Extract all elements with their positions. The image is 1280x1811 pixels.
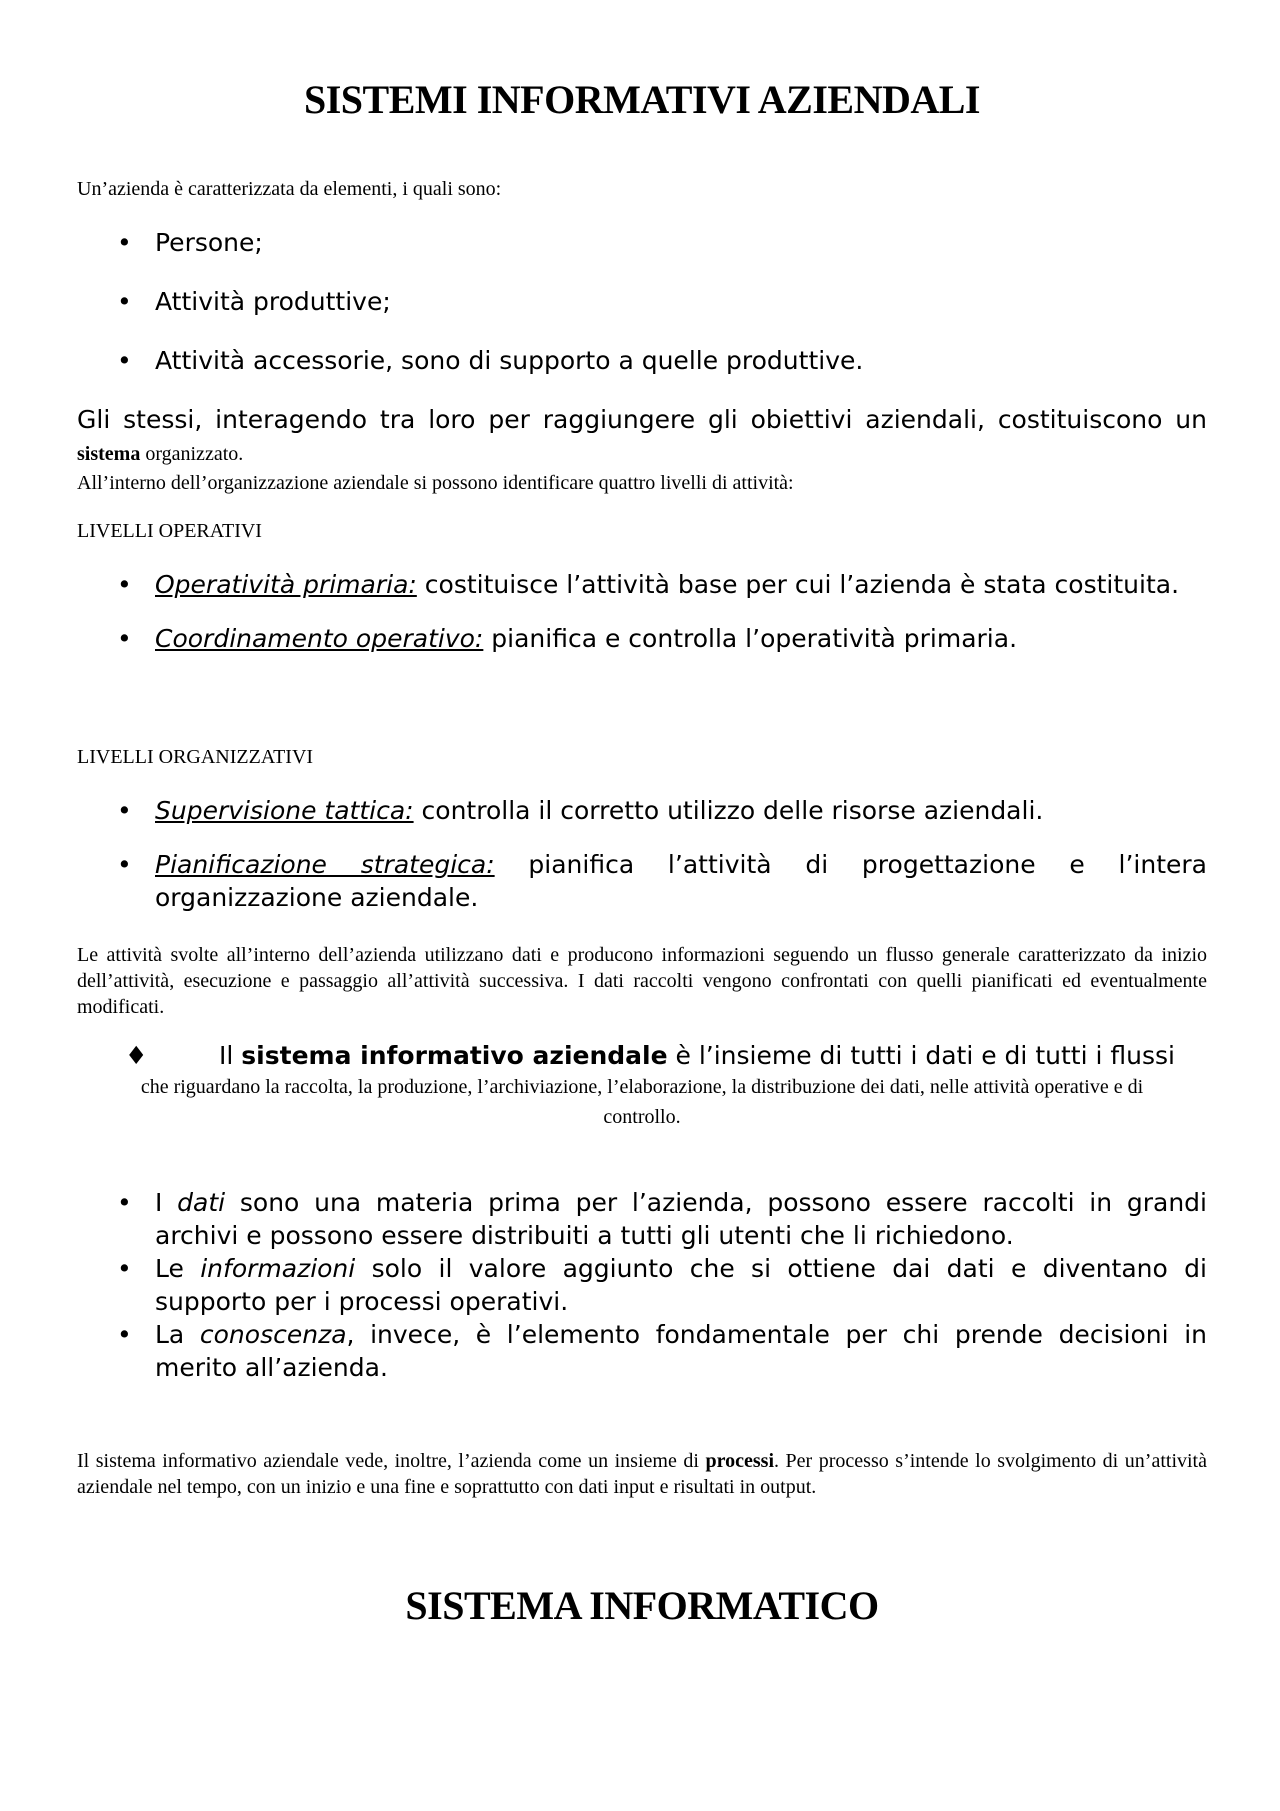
intro-text: Un’azienda è caratterizzata da elementi, i quali sono: [77,178,502,200]
list-item: • Persone; [117,228,263,257]
bullet-icon: • [117,1254,132,1283]
process-paragraph: Il sistema informativo aziendale vede, inoltre, l’azienda come un insieme di processi. Per processo s’intende lo svolgimento di un’attività aziendale nel tempo, con un inizio e una fine e soprattutto con dati input e risultati in output. [77,1450,1207,1498]
list-item: • Operatività primaria: costituisce l’attività base per cui l’azienda è stata costituita. [117,570,1180,599]
diamond-bullet-icon: ♦ [125,1041,148,1070]
list-item: • Supervisione tattica: controlla il corretto utilizzo delle risorse aziendali. [117,796,1044,825]
organizational-heading: LIVELLI ORGANIZZATIVI [77,746,314,768]
bullet-icon: • [117,796,132,825]
bullet-icon: • [117,346,132,375]
definition-text: ♦ Il sistema informativo aziendale è l’insieme di tutti i dati e di tutti i flussi [125,1041,1175,1070]
bullet-icon: • [117,850,132,879]
bullet-icon: • [117,1188,132,1217]
list-item: • Attività produttive; [117,287,391,316]
list-item: • Coordinamento operativo: pianifica e controlla l’operatività primaria. [117,624,1018,653]
list-item: • I dati sono una materia prima per l’azienda, possono essere raccolti in grandi archivi e possono essere distribuiti a tutti gli utenti che li richiedono. [117,1188,1207,1250]
list-item: • Le informazioni solo il valore aggiunto che si ottiene dai dati e diventano di supporto per i processi operativi. [117,1254,1207,1316]
bullet-icon: • [117,624,132,653]
concepts-list [77,1186,1207,1384]
operative-list [77,568,1207,655]
definition-continuation: che riguardano la raccolta, la produzione, l’archiviazione, l’elaborazione, la distribuzione dei dati, nelle attività operative e di controllo. [140,1076,1144,1128]
bullet-icon: • [117,228,132,257]
section-title: SISTEMA INFORMATICO [405,1583,879,1628]
levels-intro: All’interno dell’organizzazione aziendale si possono identificare quattro livelli di attività: [77,472,794,494]
system-paragraph: Gli stessi, interagendo tra loro per raggiungere gli obiettivi aziendali, costituiscono un sistema organizzato. [77,405,1207,465]
bullet-icon: • [117,287,132,316]
list-item: • Attività accessorie, sono di supporto a quelle produttive. [117,346,864,375]
activities-paragraph: Le attività svolte all’interno dell’azienda utilizzano dati e producono informazioni seguendo un flusso generale caratterizzato da inizio dell’attività, esecuzione e passaggio all’attività successiva. I dati raccolti vengono confrontati con quelli pianificati ed eventualmente modificati. [77,944,1207,1018]
elements-list [77,226,1207,377]
bullet-icon: • [117,570,132,599]
page-title: SISTEMI INFORMATIVI AZIENDALI [303,77,980,122]
list-item: • La conoscenza, invece, è l’elemento fondamentale per chi prende decisioni in merito all’azienda. [117,1320,1207,1382]
bullet-icon: • [117,1320,132,1349]
definition-block [77,1040,1207,1132]
list-item: • Pianificazione strategica: pianifica l’attività di progettazione e l’intera organizzazione aziendale. [117,850,1207,912]
operative-heading: LIVELLI OPERATIVI [77,520,262,542]
organizational-list [77,794,1207,914]
